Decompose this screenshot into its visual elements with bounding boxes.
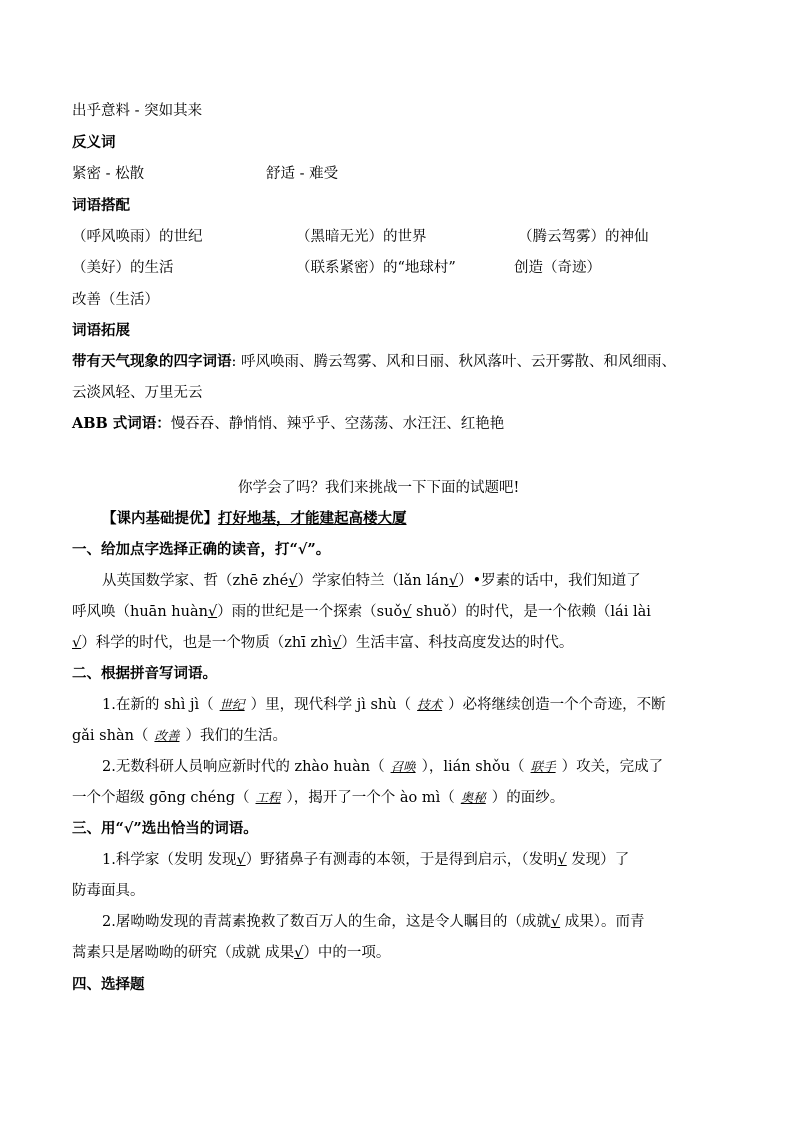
q1-heading: 一、给加点字选择正确的读音，打“√”。 xyxy=(72,541,331,558)
collocation-item: （联系紧密）的“地球村” xyxy=(296,260,456,276)
handwritten-answer: 召唤 xyxy=(390,759,416,774)
text: 呼风唤（huān huàn xyxy=(72,604,208,620)
text: 2.无数科研人员响应新时代的 zhào huàn（ xyxy=(102,759,385,775)
q1-line xyxy=(72,602,651,622)
text: ）里，现代科学 jì shù（ xyxy=(250,697,412,713)
weather-words-cont: 云淡风轻、万里无云 xyxy=(72,385,203,401)
antonym-pair-1: 紧密 - 松散 xyxy=(72,166,145,182)
collocation-item: （腾云驾雾）的神仙 xyxy=(518,229,649,245)
abb-words-line xyxy=(72,414,504,434)
text: shuǒ）的时代，是一个依赖（lái lài xyxy=(411,604,651,620)
text: ）攻关，完成了 xyxy=(561,759,664,775)
handwritten-answer: 奥秘 xyxy=(460,790,486,805)
collocation-item: （呼风唤雨）的世纪 xyxy=(72,229,203,245)
check-mark: √ xyxy=(557,852,567,868)
expansion-heading: 词语拓展 xyxy=(72,322,130,339)
text: 蒿素只是屠呦呦的研究（成就 成果 xyxy=(72,945,295,961)
text: ）野猪鼻子有测毒的本领，于是得到启示，（发明 xyxy=(245,852,558,868)
q3-line xyxy=(72,943,390,963)
q3-line xyxy=(102,912,644,932)
text: ）必将继续创造一个个奇迹，不断 xyxy=(448,697,666,713)
weather-words: : 呼风唤雨、腾云驾雾、风和日丽、秋风落叶、云开雾散、和风细雨、 xyxy=(231,354,676,370)
section-banner xyxy=(102,509,407,529)
handwritten-answer: 世纪 xyxy=(219,697,245,712)
check-mark: √ xyxy=(207,604,218,620)
weather-label: 带有天气现象的四字词语 xyxy=(72,353,232,370)
antonym-pair-2: 舒适 - 难受 xyxy=(266,166,339,182)
text: ）•罗素的话中，我们知道了 xyxy=(458,573,641,589)
exercise-intro: 你学会了吗？我们来挑战一下下面的试题吧! xyxy=(238,480,520,496)
text: 成果）。而青 xyxy=(560,914,645,930)
text: ）的面纱。 xyxy=(491,790,565,806)
collocation-item: （黑暗无光）的世界 xyxy=(296,229,427,245)
q4-heading: 四、选择题 xyxy=(72,976,145,993)
abb-words: 慢吞吞、静悄悄、辣乎乎、空荡荡、水汪汪、红艳艳 xyxy=(170,416,505,432)
abb-label: ABB 式词语： xyxy=(72,415,171,432)
q2-heading: 二、根据拼音写词语。 xyxy=(72,665,217,682)
q3-heading: 三、用“√”选出恰当的词语。 xyxy=(72,820,258,837)
text: ），lián shǒu（ xyxy=(421,759,525,775)
q3-line xyxy=(102,850,629,870)
collocation-item: 改善（生活） xyxy=(72,292,159,308)
check-mark: √ xyxy=(402,604,412,620)
handwritten-answer: 技术 xyxy=(417,697,443,712)
q1-line xyxy=(102,571,641,591)
text: ），揭开了一个个 ào mì（ xyxy=(286,790,455,806)
collocation-heading: 词语搭配 xyxy=(72,197,130,214)
q2-line xyxy=(102,695,666,715)
check-mark: √ xyxy=(332,635,342,651)
text: 1.科学家（发明 发现 xyxy=(102,852,237,868)
text: 从英国数学家、哲（zhē zhé xyxy=(102,573,289,589)
handwritten-answer: 工程 xyxy=(255,790,281,805)
text: ）中的一项。 xyxy=(303,945,391,961)
check-mark: √ xyxy=(448,573,459,589)
check-mark: √ xyxy=(236,852,246,868)
banner-bracket: 【课内基础提优】 xyxy=(102,510,218,527)
collocation-item: （美好）的生活 xyxy=(72,260,174,276)
text: gǎi shàn（ xyxy=(72,728,149,744)
q2-line xyxy=(102,757,663,777)
collocation-item: 创造（奇迹） xyxy=(514,260,601,276)
text: 2.屠呦呦发现的青蒿素挽救了数百万人的生命，这是令人瞩目的（成就 xyxy=(102,914,551,930)
text: 发现）了 xyxy=(566,852,630,868)
banner-title: 打好地基，才能建起高楼大厦 xyxy=(218,510,407,527)
q2-line xyxy=(72,788,564,808)
line-synonym: 出乎意料 - 突如其来 xyxy=(72,103,203,119)
antonym-heading: 反义词 xyxy=(72,134,116,151)
q1-line xyxy=(72,633,573,653)
text: ）生活丰富、科技高度发达的时代。 xyxy=(341,635,574,651)
q2-line xyxy=(72,726,287,746)
text: 1.在新的 shì jì（ xyxy=(102,697,214,713)
check-mark: √ xyxy=(72,635,82,651)
text: ）学家伯特兰（lǎn lán xyxy=(297,573,449,589)
check-mark: √ xyxy=(550,914,561,930)
check-mark: √ xyxy=(294,945,304,961)
text: ）我们的生活。 xyxy=(185,728,287,744)
handwritten-answer: 改善 xyxy=(154,728,180,743)
check-mark: √ xyxy=(288,573,298,589)
text: ）雨的世纪是一个探索（suǒ xyxy=(217,604,403,620)
text: ）科学的时代，也是一个物质（zhī zhì xyxy=(81,635,333,651)
text: 一个个超级 gōng chéng（ xyxy=(72,790,250,806)
q3-line: 防毒面具。 xyxy=(72,883,145,899)
handwritten-answer: 联手 xyxy=(530,759,556,774)
weather-words-line xyxy=(72,352,676,372)
